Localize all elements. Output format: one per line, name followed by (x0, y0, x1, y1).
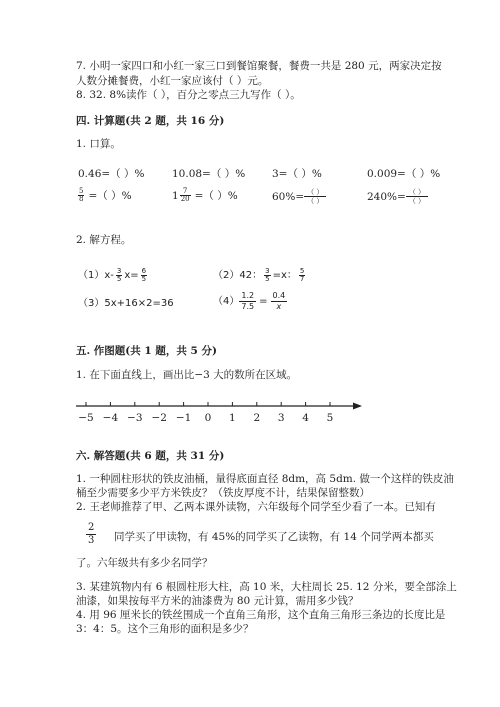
eq4-d2: x (276, 302, 282, 311)
equation-3: （3）5x+16×2=36 (78, 298, 174, 309)
s6-q2-line3: 了。六年级共有多少名同学？ (76, 557, 213, 569)
oral-b2-num: 7 (180, 188, 191, 196)
eq4-d1: 7.5 (241, 302, 255, 311)
number-line-tick-label: 0 (204, 412, 212, 424)
s6-q3-line2: 油漆，如果按每平方米的油漆费为 80 元计算，需用多少钱？ (76, 595, 359, 607)
equation-4 (213, 291, 287, 312)
s6-q2-frac-den: 3 (88, 535, 95, 546)
oral-b3-den: （ ） (307, 197, 324, 205)
oral-b3-left: 60%= (272, 190, 305, 203)
oral-b1 (78, 188, 132, 203)
section5-title: 五. 作图题(共 1 题，共 5 分) (76, 345, 217, 357)
s6-q1-line1: 1. 一种圆柱形状的铁皮油桶，量得底面直径 8dm，高 5dm. 做一个这样的铁皮油 (76, 473, 454, 485)
oral-b2 (172, 188, 238, 203)
eq1-n1: 3 (116, 267, 122, 275)
eq2-n2: 5 (299, 267, 305, 275)
eq4-mid: = (259, 295, 268, 307)
s6-q2-line2: 同学买了甲读物，有 45%的同学买了乙读物，有 14 个同学两本都买 (114, 531, 434, 543)
s6-q2-frac-num: 2 (88, 522, 95, 533)
oral-b2-whole: 1 (172, 189, 179, 202)
section5-q1: 1. 在下面直线上，画出比−3 大的数所在区域。 (76, 369, 298, 381)
oral-b3 (272, 188, 326, 205)
eq1-d2: 5 (141, 275, 147, 283)
number-line (70, 395, 370, 430)
oral-b2-den: 20 (180, 195, 190, 203)
eq2-n1: 3 (265, 267, 270, 275)
eq2-label: （2）42： (213, 269, 263, 281)
number-line-tick-label: −3 (127, 412, 143, 424)
eq1-mid: x= (124, 269, 139, 281)
oral-b1-den: 8 (79, 195, 84, 203)
oral-a2: 10.08=（ ）% (172, 168, 246, 180)
eq2-d1: 5 (265, 275, 270, 283)
eq1-d1: 5 (116, 275, 122, 283)
oral-b1-rest: =（ ）% (88, 189, 132, 202)
oral-b4-left: 240%= (367, 190, 406, 203)
number-line-tick-label: 1 (229, 412, 236, 424)
number-line-arrow-icon (353, 403, 362, 410)
eq4-n1: 1.2 (241, 291, 255, 300)
section4-q2-title: 2. 解方程。 (76, 234, 132, 246)
number-line-tick-label: −2 (151, 412, 167, 424)
number-line-tick-label: −1 (175, 412, 192, 424)
s6-q1-line2: 桶至少需要多少平方米铁皮？（铁皮厚度不计，结果保留整数） (76, 487, 370, 499)
oral-b4-den: （ ） (408, 197, 426, 205)
q7-line2: 人数分摊餐费，小红一家应该付（ ）元。 (76, 75, 269, 87)
oral-b4 (367, 188, 428, 205)
number-line-tick-label: 3 (277, 412, 285, 424)
equation-2 (213, 268, 305, 283)
number-line-tick-label: 2 (253, 412, 261, 424)
oral-a3: 3=（ ）% (272, 168, 322, 180)
s6-q2-fraction (86, 522, 96, 547)
number-line-tick-label: −4 (102, 412, 119, 424)
section4-title: 四. 计算题(共 2 题，共 16 分) (76, 115, 225, 127)
eq1-n2: 6 (141, 267, 147, 275)
oral-a1: 0.46=（ ）% (78, 168, 145, 180)
s6-q2-line1: 2. 王老师推荐了甲、乙两本课外读物，六年级每个同学至少看了一本。已知有 (76, 501, 436, 513)
s6-q4-line1: 4. 用 96 厘米长的铁丝围成一个直角三角形，这个直角三角形三条边的长度比是 (76, 609, 446, 621)
s6-q4-line2: 3：4：5。这个三角形的面积是多少？ (76, 623, 254, 635)
eq2-mid: =x： (272, 269, 297, 281)
eq4-n2: 0.4 (272, 291, 286, 300)
section6-title: 六. 解答题(共 6 题，共 31 分) (76, 450, 225, 462)
number-line-tick-label: 5 (326, 412, 334, 424)
oral-b2-rest: =（ ）% (194, 189, 238, 202)
oral-b1-num: 5 (79, 187, 84, 195)
eq1-label: （1）x- (78, 269, 114, 281)
number-line-ticks (78, 402, 333, 424)
oral-a4: 0.009=（ ）% (367, 168, 441, 180)
number-line-tick-label: 4 (302, 412, 309, 424)
eq2-d2: 7 (299, 275, 305, 283)
oral-b4-num: （ ） (406, 188, 428, 197)
equation-1 (78, 268, 147, 283)
q8: 8. 32. 8%读作（ ），百分之零点三九写作（ ）。 (76, 89, 301, 101)
oral-b3-num: （ ） (304, 188, 326, 197)
section4-q1-title: 1. 口算。 (76, 138, 121, 150)
eq4-label: （4） (213, 295, 240, 307)
q7-line1: 7. 小明一家四口和小红一家三口到餐馆聚餐，餐费一共是 280 元，两家决定按 (76, 60, 442, 72)
s6-q3-line1: 3. 某建筑物内有 6 根圆柱形大柱，高 10 米，大柱周长 25. 12 分米，要全部涂上 (76, 581, 457, 593)
number-line-tick-label: −5 (78, 412, 94, 424)
